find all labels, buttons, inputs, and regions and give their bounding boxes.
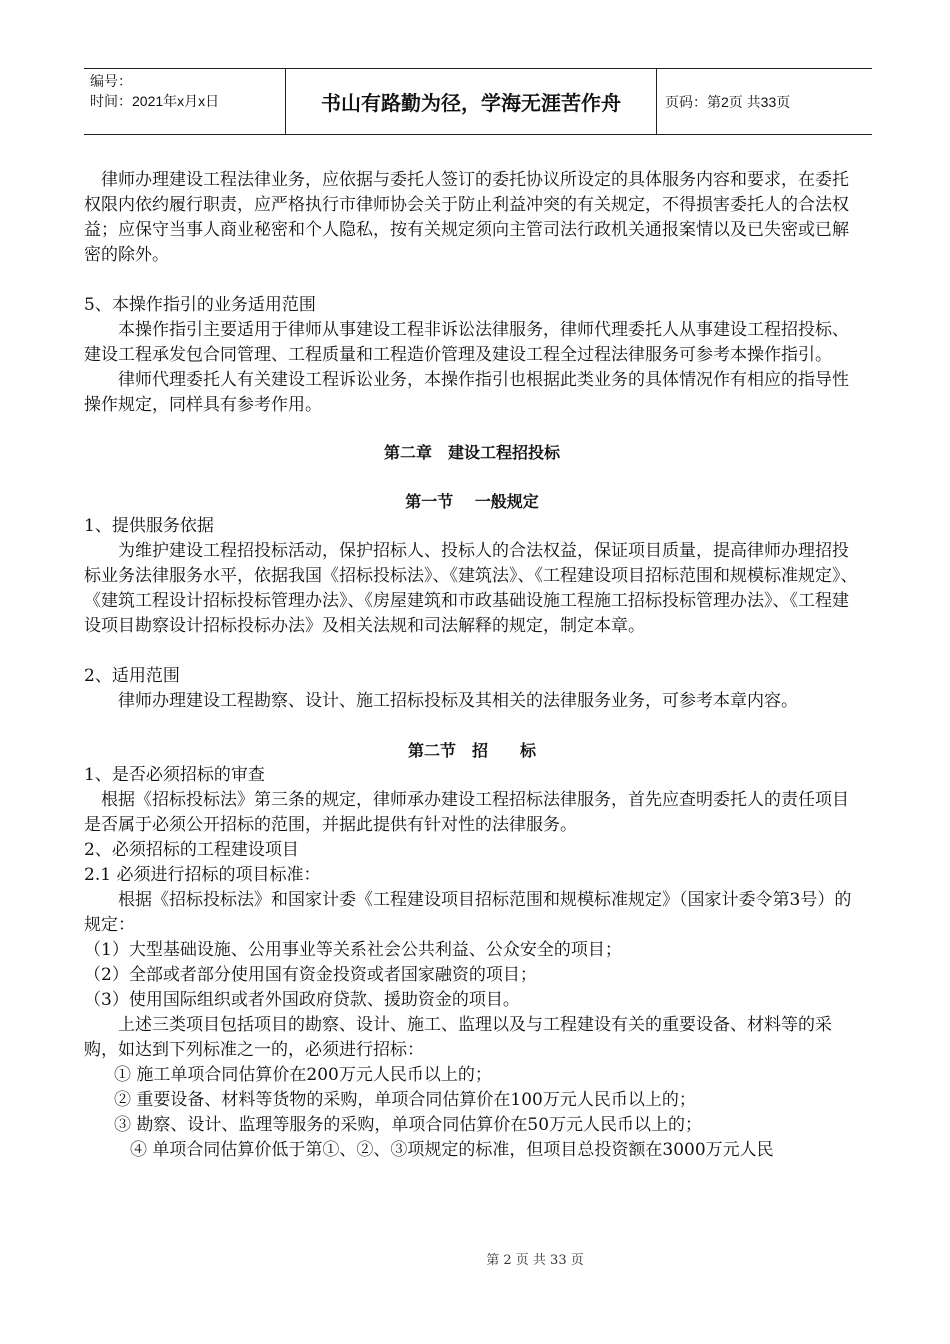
list-item: ③ 勘察、设计、监理等服务的采购，单项合同估算价在50万元人民币以上的； [114,1115,703,1135]
paragraph: 为维护建设工程招投标活动，保护招标人、投标人的合法权益，保证项目质量，提高律师办理招投标业务法律服务水平，依据我国《招标投标法》、《建筑法》、《工程建设项目招标范围和规模标准规定》、《建筑工程设计招标投标管理办法》、《房屋建筑和市政基础设施工程施工招标投标管理办法》、《工程建设项目勘察设计招标投标办法》及相关法规和司法解释的规定，制定本章。 [84,541,858,636]
subsection-heading: 2.1 必须进行招标的项目标准： [84,865,321,885]
header-meta [84,69,285,134]
header-motto: 书山有路勤为径，学海无涯苦作舟 [285,69,657,134]
section-heading: 5、本操作指引的业务适用范围 [84,295,316,315]
paragraph: 上述三类项目包括项目的勘察、设计、施工、监理以及与工程建设有关的重要设备、材料等的采购，如达到下列标准之一的，必须进行招标： [84,1015,832,1060]
page-footer: 第 2 页 共 33 页 [486,1253,584,1268]
paragraph: 根据《招标投标法》和国家计委《工程建设项目招标范围和规模标准规定》（国家计委令第3号）的规定： [84,890,852,935]
section-title: 第一节 一般规定 [405,492,539,511]
paragraph: 律师办理建设工程勘察、设计、施工招标投标及其相关的法律服务业务，可参考本章内容。 [118,691,798,711]
section-heading: 2、必须招标的工程建设项目 [84,840,299,860]
list-item: ① 施工单项合同估算价在200万元人民币以上的； [114,1065,492,1085]
document-body [84,168,860,1163]
list-item: （3）使用国际组织或者外国政府贷款、援助资金的项目。 [84,990,520,1010]
list-item: （1）大型基础设施、公用事业等关系社会公共利益、公众安全的项目； [84,940,622,960]
list-item: ② 重要设备、材料等货物的采购，单项合同估算价在100万元人民币以上的； [114,1090,696,1110]
paragraph: 根据《招标投标法》第三条的规定，律师承办建设工程招标法律服务，首先应查明委托人的责任项目是否属于必须公开招标的范围，并据此提供有针对性的法律服务。 [84,790,849,835]
document-number-label: 编号： [90,73,132,89]
section-title: 第二节 招 标 [407,741,536,760]
paragraph: 律师办理建设工程法律业务，应依据与委托人签订的委托协议所设定的具体服务内容和要求，在委托权限内依约履行职责，应严格执行市律师协会关于防止利益冲突的有关规定，不得损害委托人的合法权益；应保守当事人商业秘密和个人隐私，按有关规定须向主管司法行政机关通报案情以及已失密或已解密的除外。 [84,170,849,265]
section-heading: 1、提供服务依据 [84,516,214,536]
list-item: ④ 单项合同估算价低于第①、②、③项规定的标准，但项目总投资额在3000万元人民 [130,1140,774,1160]
page-header [84,68,872,135]
chapter-title: 第二章 建设工程招投标 [383,443,560,462]
paragraph: 律师代理委托人有关建设工程诉讼业务，本操作指引也根据此类业务的具体情况作有相应的指导性操作规定，同样具有参考作用。 [84,370,849,415]
paragraph: 本操作指引主要适用于律师从事建设工程非诉讼法律服务，律师代理委托人从事建设工程招投标、建设工程承发包合同管理、工程质量和工程造价管理及建设工程全过程法律服务可参考本操作指引。 [84,320,849,365]
section-heading: 2、适用范围 [84,666,180,686]
list-item: （2）全部或者部分使用国有资金投资或者国家融资的项目； [84,965,537,985]
document-time-label: 时间：2021年x月x日 [90,93,220,109]
section-heading: 1、是否必须招标的审查 [84,765,265,785]
header-page-info: 页码：第2页 共33页 [665,93,791,110]
